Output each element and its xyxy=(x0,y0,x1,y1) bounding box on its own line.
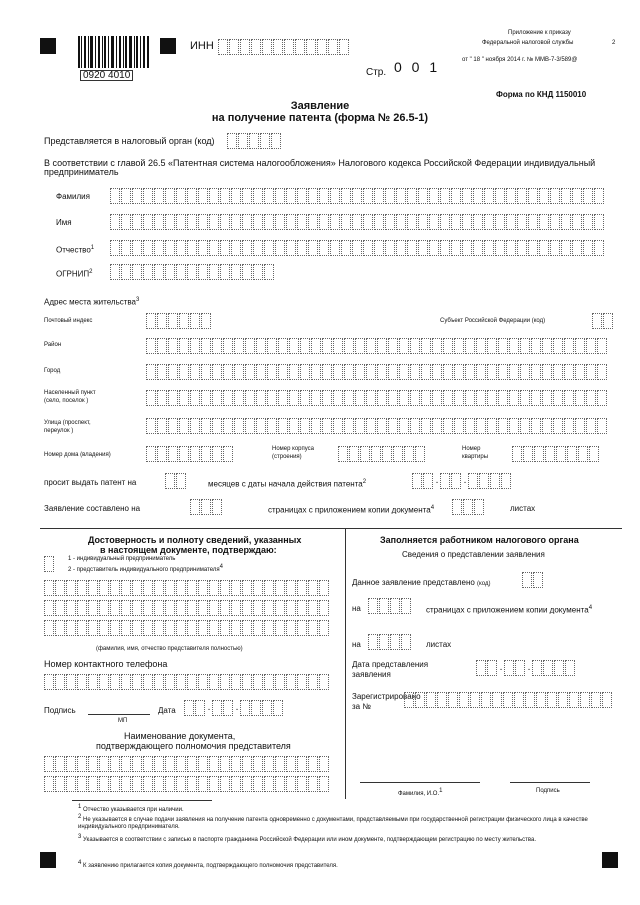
sheets-label: листах xyxy=(510,504,536,513)
signature-line[interactable] xyxy=(510,782,590,783)
fio-note: (фамилия, имя, отчество представителя полностью) xyxy=(96,646,243,652)
street-label2: переулок ) xyxy=(44,428,74,434)
mp-label: МП xyxy=(118,718,128,724)
order-line1: Приложение к приказу xyxy=(508,30,571,36)
district-cells[interactable] xyxy=(146,338,608,354)
corner-marker-bottom-left xyxy=(40,852,56,868)
street-cells[interactable] xyxy=(146,418,608,434)
footnote-1: $^1$ Отчество указывается при наличии. xyxy=(78,804,184,813)
footnote-4: $^4$ К заявлению прилагается копия документа, подтверждающего полномочия представителя. xyxy=(78,860,338,869)
footnote-2: $^2$ Не указывается в случае подачи заявления на получение патента одновременно с документами, представляемыми при государственной регистрации физического лица в качестве индивидуального предпринимателя. xyxy=(78,814,588,830)
barcode-number: 0920 4010 xyxy=(80,70,133,81)
fio-caption: Фамилия, И.О.$^1$ xyxy=(398,788,443,797)
registered-cells[interactable] xyxy=(404,692,613,708)
sign-label: Подпись xyxy=(44,706,76,715)
building-label1: Номер корпуса xyxy=(272,446,315,452)
fio-line[interactable] xyxy=(360,782,480,783)
settlement-label1: Населенный пункт xyxy=(44,390,96,396)
settlement-label2: (село, поселок ) xyxy=(44,398,89,404)
registered-label2: за № xyxy=(352,702,371,711)
months-label: месяцев с даты начала действия патента$^2$ xyxy=(208,479,367,489)
sheets-cells[interactable] xyxy=(452,499,485,515)
on-label-2: на xyxy=(352,640,361,649)
doc-title2: подтверждающего полномочия представителя xyxy=(96,741,291,751)
apt-label2: квартиры xyxy=(462,454,489,460)
confirm-option2: 2 - представитель индивидуального предпринимателя$^4$ xyxy=(68,564,223,573)
presented-cells[interactable] xyxy=(522,572,544,588)
rep-fio-row3[interactable] xyxy=(44,620,330,636)
office-heading: Заполняется работником налогового органа xyxy=(380,535,579,545)
confirm-option1: 1 - индивидуальный предприниматель xyxy=(68,556,176,562)
form-title-line2: на получение патента (форма № 26.5-1) xyxy=(211,112,429,124)
corner-marker-top-left xyxy=(40,38,56,54)
subject-cells[interactable] xyxy=(592,313,614,329)
ogrnip-cells[interactable] xyxy=(110,264,275,280)
form-title-line1: Заявление xyxy=(290,100,350,112)
building-label2: (строения) xyxy=(272,454,302,460)
footnote-3: $^3$ Указывается в соответствии с записью в паспорте гражданина Российской Федерации или ином документе, подтверждающем регистрацию по месту жительства. xyxy=(78,834,537,843)
rep-fio-row1[interactable] xyxy=(44,580,330,596)
doc-title1: Наименование документа, xyxy=(124,731,236,741)
form-code: Форма по КНД 1150010 xyxy=(496,90,587,99)
section-divider-horizontal xyxy=(40,528,622,529)
surname-cells[interactable] xyxy=(110,188,605,204)
apt-label1: Номер xyxy=(462,446,481,452)
house-cells[interactable] xyxy=(146,446,234,462)
signature-caption: Подпись xyxy=(536,788,560,794)
office-subheading: Сведения о представлении заявления xyxy=(402,550,545,559)
right-pages-attach-label: страницах с приложением копии документа$^4$ xyxy=(426,605,593,615)
section-divider-vertical xyxy=(345,529,346,799)
patronymic-cells[interactable] xyxy=(110,240,605,256)
confirm-type-cell[interactable] xyxy=(44,556,55,572)
street-label1: Улица (проспект, xyxy=(44,420,91,426)
corner-marker-bottom-right xyxy=(602,852,618,868)
months-cells[interactable] xyxy=(165,473,187,489)
right-sheets-label: листах xyxy=(426,640,452,649)
confirm-heading2: в настоящем документе, подтверждаю: xyxy=(100,545,277,555)
right-pages-cells[interactable] xyxy=(368,598,412,614)
presented-label: Данное заявление представлено (код) xyxy=(352,578,491,587)
surname-label: Фамилия xyxy=(56,192,90,201)
postal-label: Почтовый индекс xyxy=(44,318,93,324)
city-cells[interactable] xyxy=(146,364,608,380)
city-label: Город xyxy=(44,368,61,374)
corner-page-number: 2 xyxy=(612,40,616,46)
order-line3: от " 18 " ноября 2014 г. № ММВ-7-3/589@ xyxy=(462,57,578,63)
tax-office-label: Представляется в налоговый орган (код) xyxy=(44,136,215,146)
on-label-1: на xyxy=(352,604,361,613)
intro-text: В соответствии с главой 26.5 «Патентная система налогообложения» Налогового кодекса Российской Федерации индивидуальный предприниматель xyxy=(44,158,596,177)
name-label: Имя xyxy=(56,218,72,227)
sign-line[interactable] xyxy=(88,714,150,715)
right-sheets-cells[interactable] xyxy=(368,634,412,650)
corner-marker-top-mid xyxy=(160,38,176,54)
pages-cells[interactable] xyxy=(190,499,223,515)
postal-cells[interactable] xyxy=(146,313,212,329)
inn-label: ИНН xyxy=(190,40,214,52)
footnote-rule xyxy=(72,800,212,801)
settlement-cells[interactable] xyxy=(146,390,608,406)
page-label: Стр. xyxy=(366,67,387,78)
ogrnip-label: ОГРНИП$^2$ xyxy=(56,269,93,279)
date-presented-cells[interactable]: . . xyxy=(476,660,576,676)
start-date-cells[interactable]: . . xyxy=(412,473,512,489)
subject-label: Субъект Российской Федерации (код) xyxy=(440,318,546,324)
apt-cells[interactable] xyxy=(512,446,600,462)
rep-fio-row2[interactable] xyxy=(44,600,330,616)
page-value: 0 0 1 xyxy=(394,59,441,75)
district-label: Район xyxy=(44,342,62,348)
confirm-heading1: Достоверность и полноту сведений, указанных xyxy=(88,535,302,545)
address-label: Адрес места жительства$^3$ xyxy=(44,297,140,307)
date-cells-left[interactable]: . . xyxy=(184,700,284,716)
order-line2: Федеральной налоговой службы xyxy=(482,40,574,46)
date-presented-label2: заявления xyxy=(352,670,391,679)
building-cells[interactable] xyxy=(338,446,426,462)
patronymic-label: Отчество$^1$ xyxy=(56,245,95,255)
date-presented-label1: Дата представления xyxy=(352,660,429,669)
tax-office-cells[interactable] xyxy=(227,133,282,149)
doc-row1[interactable] xyxy=(44,756,330,772)
request-label: просит выдать патент на xyxy=(44,478,137,487)
name-cells[interactable] xyxy=(110,214,605,230)
date-label-left: Дата xyxy=(158,706,176,715)
phone-label: Номер контактного телефона xyxy=(44,659,168,669)
registered-label1: Зарегистрировано xyxy=(352,692,421,701)
inn-cells[interactable] xyxy=(218,39,350,55)
doc-row2[interactable] xyxy=(44,776,330,792)
house-label: Номер дома (владения) xyxy=(44,452,111,458)
pages-attach-label: страницах с приложением копии документа$^4$ xyxy=(268,505,435,515)
composed-label: Заявление составлено на xyxy=(44,504,141,513)
phone-cells[interactable] xyxy=(44,674,330,690)
